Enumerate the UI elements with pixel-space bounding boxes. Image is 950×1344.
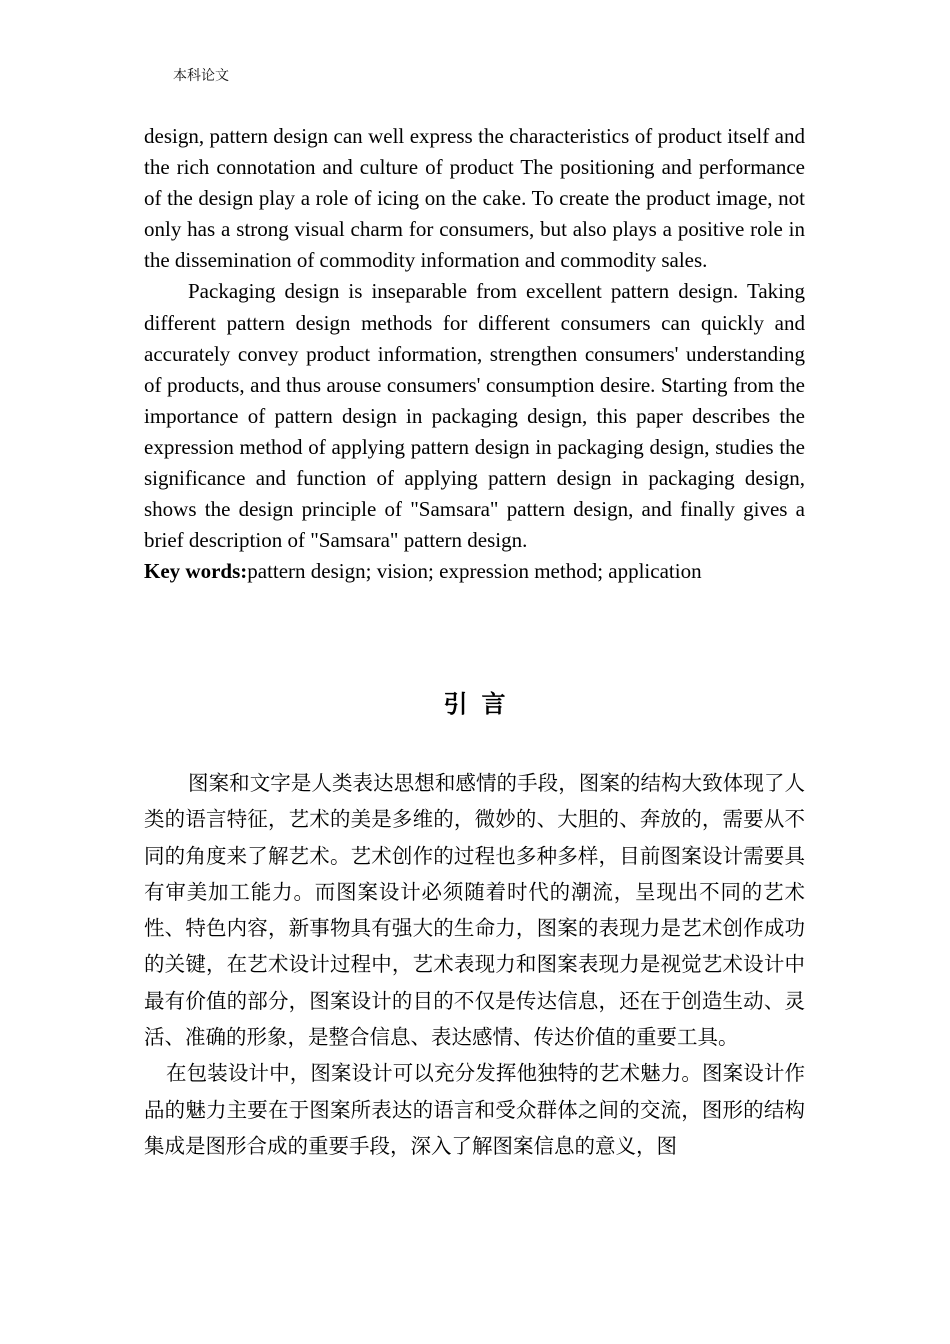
section-title: 引言 — [443, 690, 520, 718]
abstract-paragraph: Packaging design is inseparable from excellent pattern design. Taking different pattern design methods for different consumers can quickly and accurately convey product information, strengthen consumers' understanding of products, and thus arouse consumers' consumption desire. Starting from the importance of pattern design in packaging design, this paper describes the expression method of applying pattern design in packaging design, studies the significance and function of applying pattern design in packaging design, shows the design principle of "Samsara" pattern design, and finally gives a brief description of "Samsara" pattern design. — [144, 279, 805, 553]
abstract-paragraph: design, pattern design can well express the characteristics of product itself and the rich connotation and culture of product The positioning and performance of the design play a role of icing on the cake. To create the product image, not only has a strong visual charm for consumers, but also plays a positive role in the dissemination of commodity information and commodity sales. — [144, 124, 805, 273]
body-paragraph: 在包装设计中，图案设计可以充分发挥他独特的艺术魅力。图案设计作品的魅力主要在于图案所表达的语言和受众群体之间的交流，图形的结构集成是图形合成的重要手段，深入了解图案信息的意义，图 — [144, 1061, 805, 1158]
introduction-body — [144, 765, 805, 1164]
running-header: 本科论文 — [173, 68, 229, 84]
keywords-text: pattern design; vision; expression method; application — [247, 559, 702, 584]
keywords-line — [144, 556, 805, 587]
keywords-label: Key words: — [144, 559, 248, 584]
body-paragraph: 图案和文字是人类表达思想和感情的手段，图案的结构大致体现了人类的语言特征，艺术的美是多维的，微妙的、大胆的、奔放的，需要从不同的角度来了解艺术。艺术创作的过程也多种多样，目前图案设计需要具有审美加工能力。而图案设计必须随着时代的潮流，呈现出不同的艺术性、特色内容，新事物具有强大的生命力，图案的表现力是艺术创作成功的关键，在艺术设计过程中，艺术表现力和图案表现力是视觉艺术设计中最有价值的部分，图案设计的目的不仅是传达信息，还在于创造生动、灵活、准确的形象，是整合信息、表达感情、传达价值的重要工具。 — [144, 771, 805, 1050]
english-abstract — [144, 121, 805, 587]
